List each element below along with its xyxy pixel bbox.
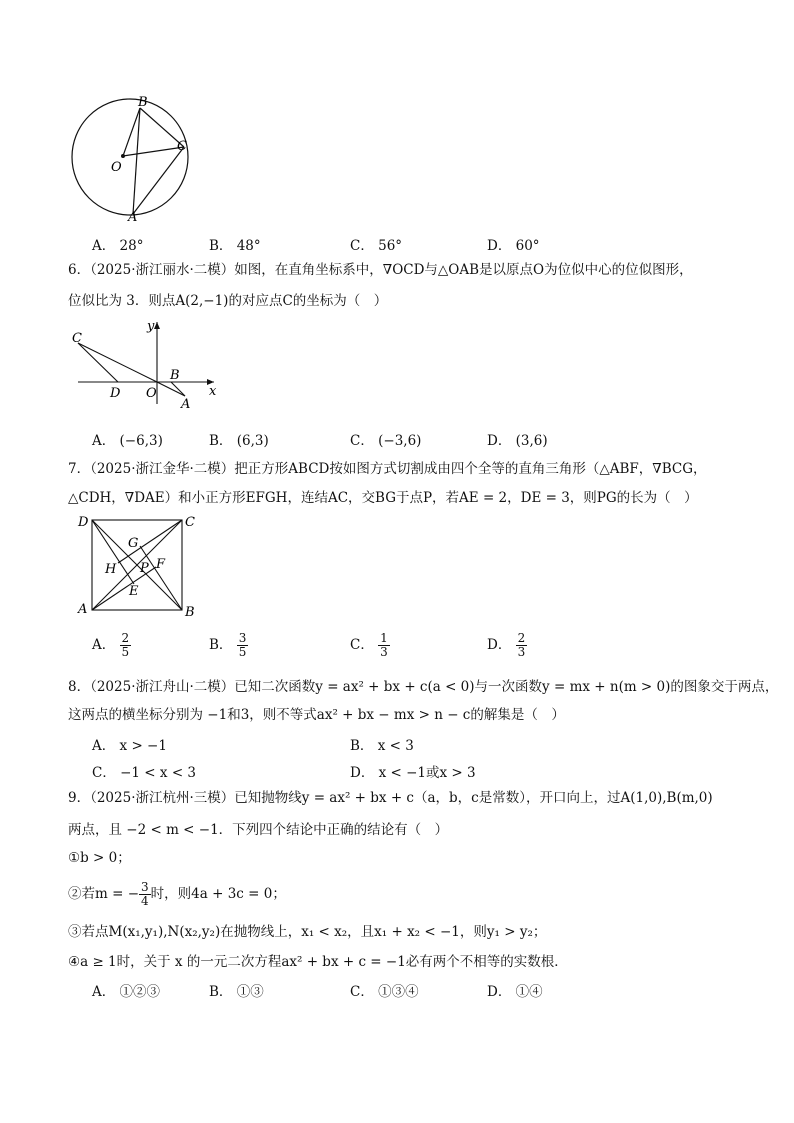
q7-option-c-num: 1: [380, 631, 388, 645]
q5-option-c: C． 56°: [350, 238, 403, 254]
q7-square-figure: [72, 512, 202, 622]
q7-option-b-num: 3: [238, 631, 247, 645]
q6-label-a: A: [181, 397, 191, 408]
q9-option-d: D． ①④: [487, 984, 543, 1000]
q5-label-a: A: [128, 210, 138, 222]
q8-option-a: A． x > −1: [92, 738, 167, 754]
q9-question-line2: 两点，且 −2 < m < −1．下列四个结论中正确的结论有（ ）: [68, 822, 449, 838]
q7-label-e: E: [129, 584, 139, 599]
q9-statement-2-pre: ②若m = −: [68, 886, 140, 902]
q6-label-d: D: [110, 386, 121, 401]
q7-question-line1: 7．（2025·浙江金华·二模）把正方形ABCD按如图方式切割成由四个全等的直角三角形（△ABF，∇BCG，: [68, 461, 707, 477]
q7-option-a-letter: A．: [92, 637, 116, 653]
q6-option-c: C． (−3,6): [350, 433, 422, 449]
q9-statement-2-post: 时，则4a + 3c = 0；: [150, 886, 286, 902]
q7-option-b-letter: B．: [209, 637, 233, 653]
q5-circle-figure: [66, 92, 196, 222]
q7-option-d: [487, 632, 527, 659]
q6-label-y: y: [147, 319, 155, 334]
q7-option-d-num: 2: [517, 631, 526, 645]
q7-option-a-fraction: [120, 632, 132, 659]
q9-statement-1: ①b > 0；: [68, 850, 131, 866]
q5-label-c: C: [177, 139, 187, 154]
q6-label-c: C: [72, 331, 82, 346]
q7-question-line2: △CDH，∇DAE）和小正方形EFGH，连结AC，交BG于点P，若AE = 2，DE = 3，则PG的长为（ ）: [68, 490, 698, 506]
q7-label-c: C: [185, 515, 195, 530]
q9-statement-2-num: 3: [141, 880, 149, 894]
q7-label-f: F: [156, 557, 166, 572]
q9-option-b: B． ①③: [209, 984, 264, 1000]
q9-statement-3: ③若点M(x₁,y₁),N(x₂,y₂)在抛物线上，x₁ < x₂，且x₁ + x₂ < −1，则y₁ > y₂；: [68, 924, 547, 940]
q8-question-line1: 8．（2025·浙江舟山·二模）已知二次函数y = ax² + bx + c(a < 0)与一次函数y = mx + n(m > 0)的图象交于两点，: [68, 679, 779, 695]
q5-option-b: B． 48°: [209, 238, 261, 254]
q7-option-c: [350, 632, 390, 659]
q6-question-line2: 位似比为 3．则点A(2,−1)的对应点C的坐标为（ ）: [68, 293, 388, 309]
q7-label-d: D: [78, 515, 89, 530]
q7-option-b: [209, 632, 248, 659]
q6-label-o: O: [146, 386, 157, 401]
q9-statement-2-fraction: [139, 881, 151, 908]
q9-statement-2-den: 4: [141, 894, 149, 908]
q8-option-b: B． x < 3: [350, 738, 414, 754]
q7-option-a: [92, 632, 131, 659]
q7-option-a-den: 5: [121, 645, 130, 659]
q7-option-c-letter: C．: [350, 637, 374, 653]
q7-option-b-den: 5: [238, 645, 247, 659]
q7-option-d-den: 3: [517, 645, 526, 659]
q7-label-a: A: [78, 602, 88, 617]
q6-option-a: A． (−6,3): [92, 433, 163, 449]
q6-option-b: B． (6,3): [209, 433, 269, 449]
q9-question-line1: 9．（2025·浙江杭州·三模）已知抛物线y = ax² + bx + c（a，b，c是常数），开口向上，过A(1,0),B(m,0): [68, 790, 713, 806]
q6-label-x: x: [209, 384, 217, 399]
q5-label-b: B: [138, 95, 148, 110]
q7-option-c-den: 3: [380, 645, 388, 659]
q5-option-a: A． 28°: [92, 238, 144, 254]
q5-label-o: O: [111, 160, 122, 175]
q6-coordinate-figure: [66, 316, 226, 408]
q9-option-a: A． ①②③: [92, 984, 161, 1000]
q8-question-line2: 这两点的横坐标分别为 −1和3，则不等式ax² + bx − mx > n − c的解集是（ ）: [68, 707, 565, 723]
q8-option-c: C． −1 < x < 3: [92, 765, 197, 781]
q7-label-g: G: [128, 536, 139, 551]
q7-option-c-fraction: [378, 632, 390, 659]
q9-statement-2: [68, 881, 286, 908]
q7-label-p: P: [140, 561, 149, 576]
q5-option-d: D． 60°: [487, 238, 540, 254]
q6-option-d: D． (3,6): [487, 433, 548, 449]
q8-option-d: D． x < −1或x > 3: [350, 765, 476, 781]
q7-option-d-letter: D．: [487, 637, 512, 653]
q9-statement-4: ④a ≥ 1时，关于 x 的一元二次方程ax² + bx + c = −1必有两个不相等的实数根．: [68, 954, 568, 970]
q7-label-b: B: [185, 605, 195, 620]
q6-question-line1: 6．（2025·浙江丽水·二模）如图，在直角坐标系中，∇OCD与△OAB是以原点O为位似中心的位似图形，: [68, 262, 693, 278]
q6-label-b: B: [170, 368, 180, 383]
q7-option-b-fraction: [237, 632, 249, 659]
q7-option-a-num: 2: [121, 631, 130, 645]
q7-label-h: H: [105, 562, 117, 577]
q9-option-c: C． ①③④: [350, 984, 419, 1000]
q7-option-d-fraction: [516, 632, 528, 659]
